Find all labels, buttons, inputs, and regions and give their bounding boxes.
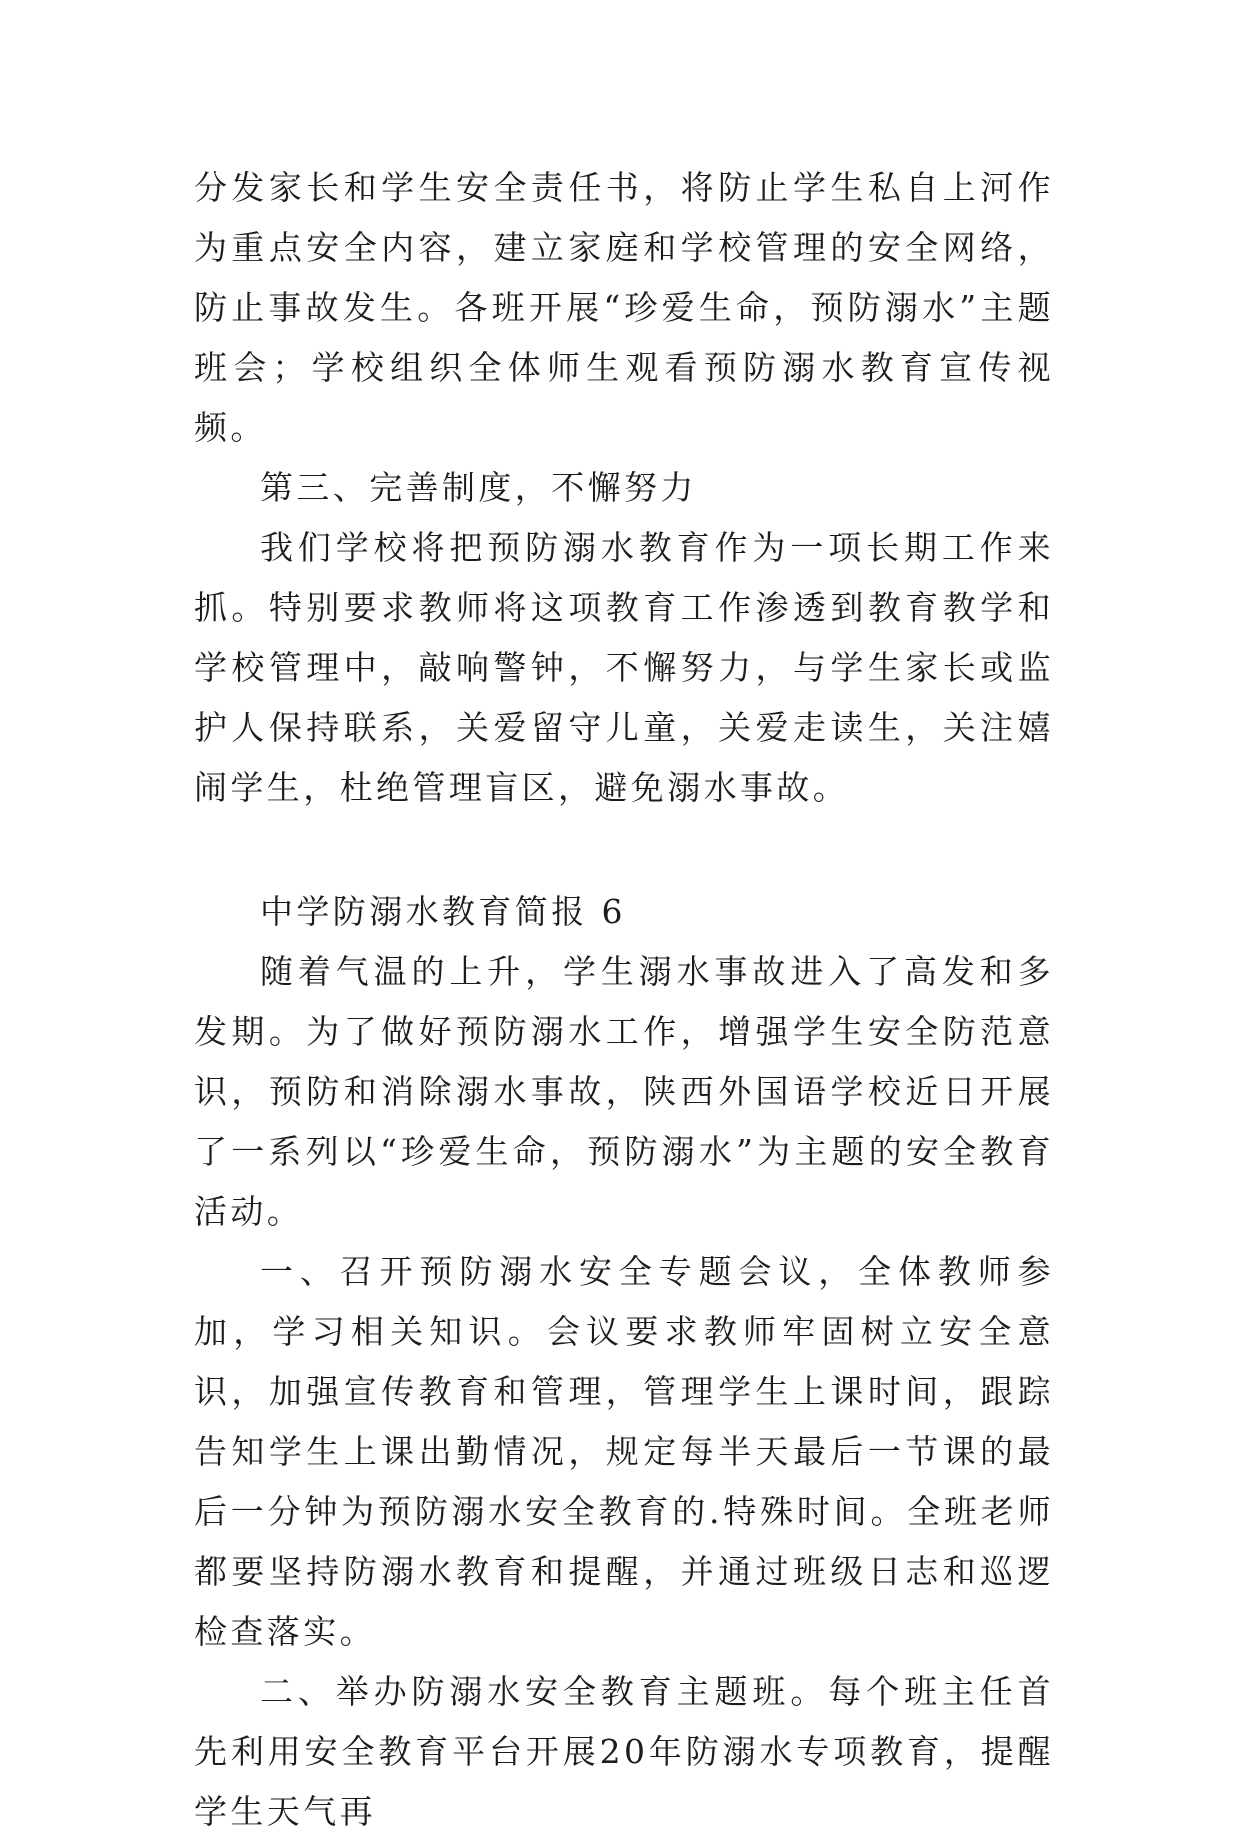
- paragraph-intro: 随着气温的上升，学生溺水事故进入了高发和多发期。为了做好预防溺水工作，增强学生安全防范意识，预防和消除溺水事故，陕西外国语学校近日开展了一系列以“珍爱生命，预防溺水”为主题的安全教育活动。: [194, 952, 1054, 1231]
- paragraph-gap: [194, 818, 1054, 882]
- paragraph-item-one: 一、召开预防溺水安全专题会议，全体教师参加，学习相关知识。会议要求教师牢固树立安全意识，加强宣传教育和管理，管理学生上课时间，跟踪告知学生上课出勤情况，规定每半天最后一节课的最后一分钟为预防溺水安全教育的.特殊时间。全班老师都要坚持防溺水教育和提醒，并通过班级日志和巡逻检查落实。: [194, 1252, 1054, 1651]
- paragraph-safety-responsibility: 分发家长和学生安全责任书，将防止学生私自上河作为重点安全内容，建立家庭和学校管理的安全网络，防止事故发生。各班开展“珍爱生命，预防溺水”主题班会；学校组织全体师生观看预防溺水教育宣传视频。: [194, 168, 1054, 447]
- section-heading-improve-system: 第三、完善制度，不懈努力: [260, 468, 697, 507]
- paragraph-item-two: 二、举办防溺水安全教育主题班。每个班主任首先利用安全教育平台开展20年防溺水专项教育，提醒学生天气再: [194, 1672, 1054, 1831]
- bulletin-title: 中学防溺水教育简报 6: [260, 892, 626, 931]
- document-body: [194, 158, 1054, 1842]
- paragraph-long-term-work: 我们学校将把预防溺水教育作为一项长期工作来抓。特别要求教师将这项教育工作渗透到教育教学和学校管理中，敲响警钟，不懈努力，与学生家长或监护人保持联系，关爱留守儿童，关爱走读生，关注嬉闹学生，杜绝管理盲区，避免溺水事故。: [194, 528, 1054, 807]
